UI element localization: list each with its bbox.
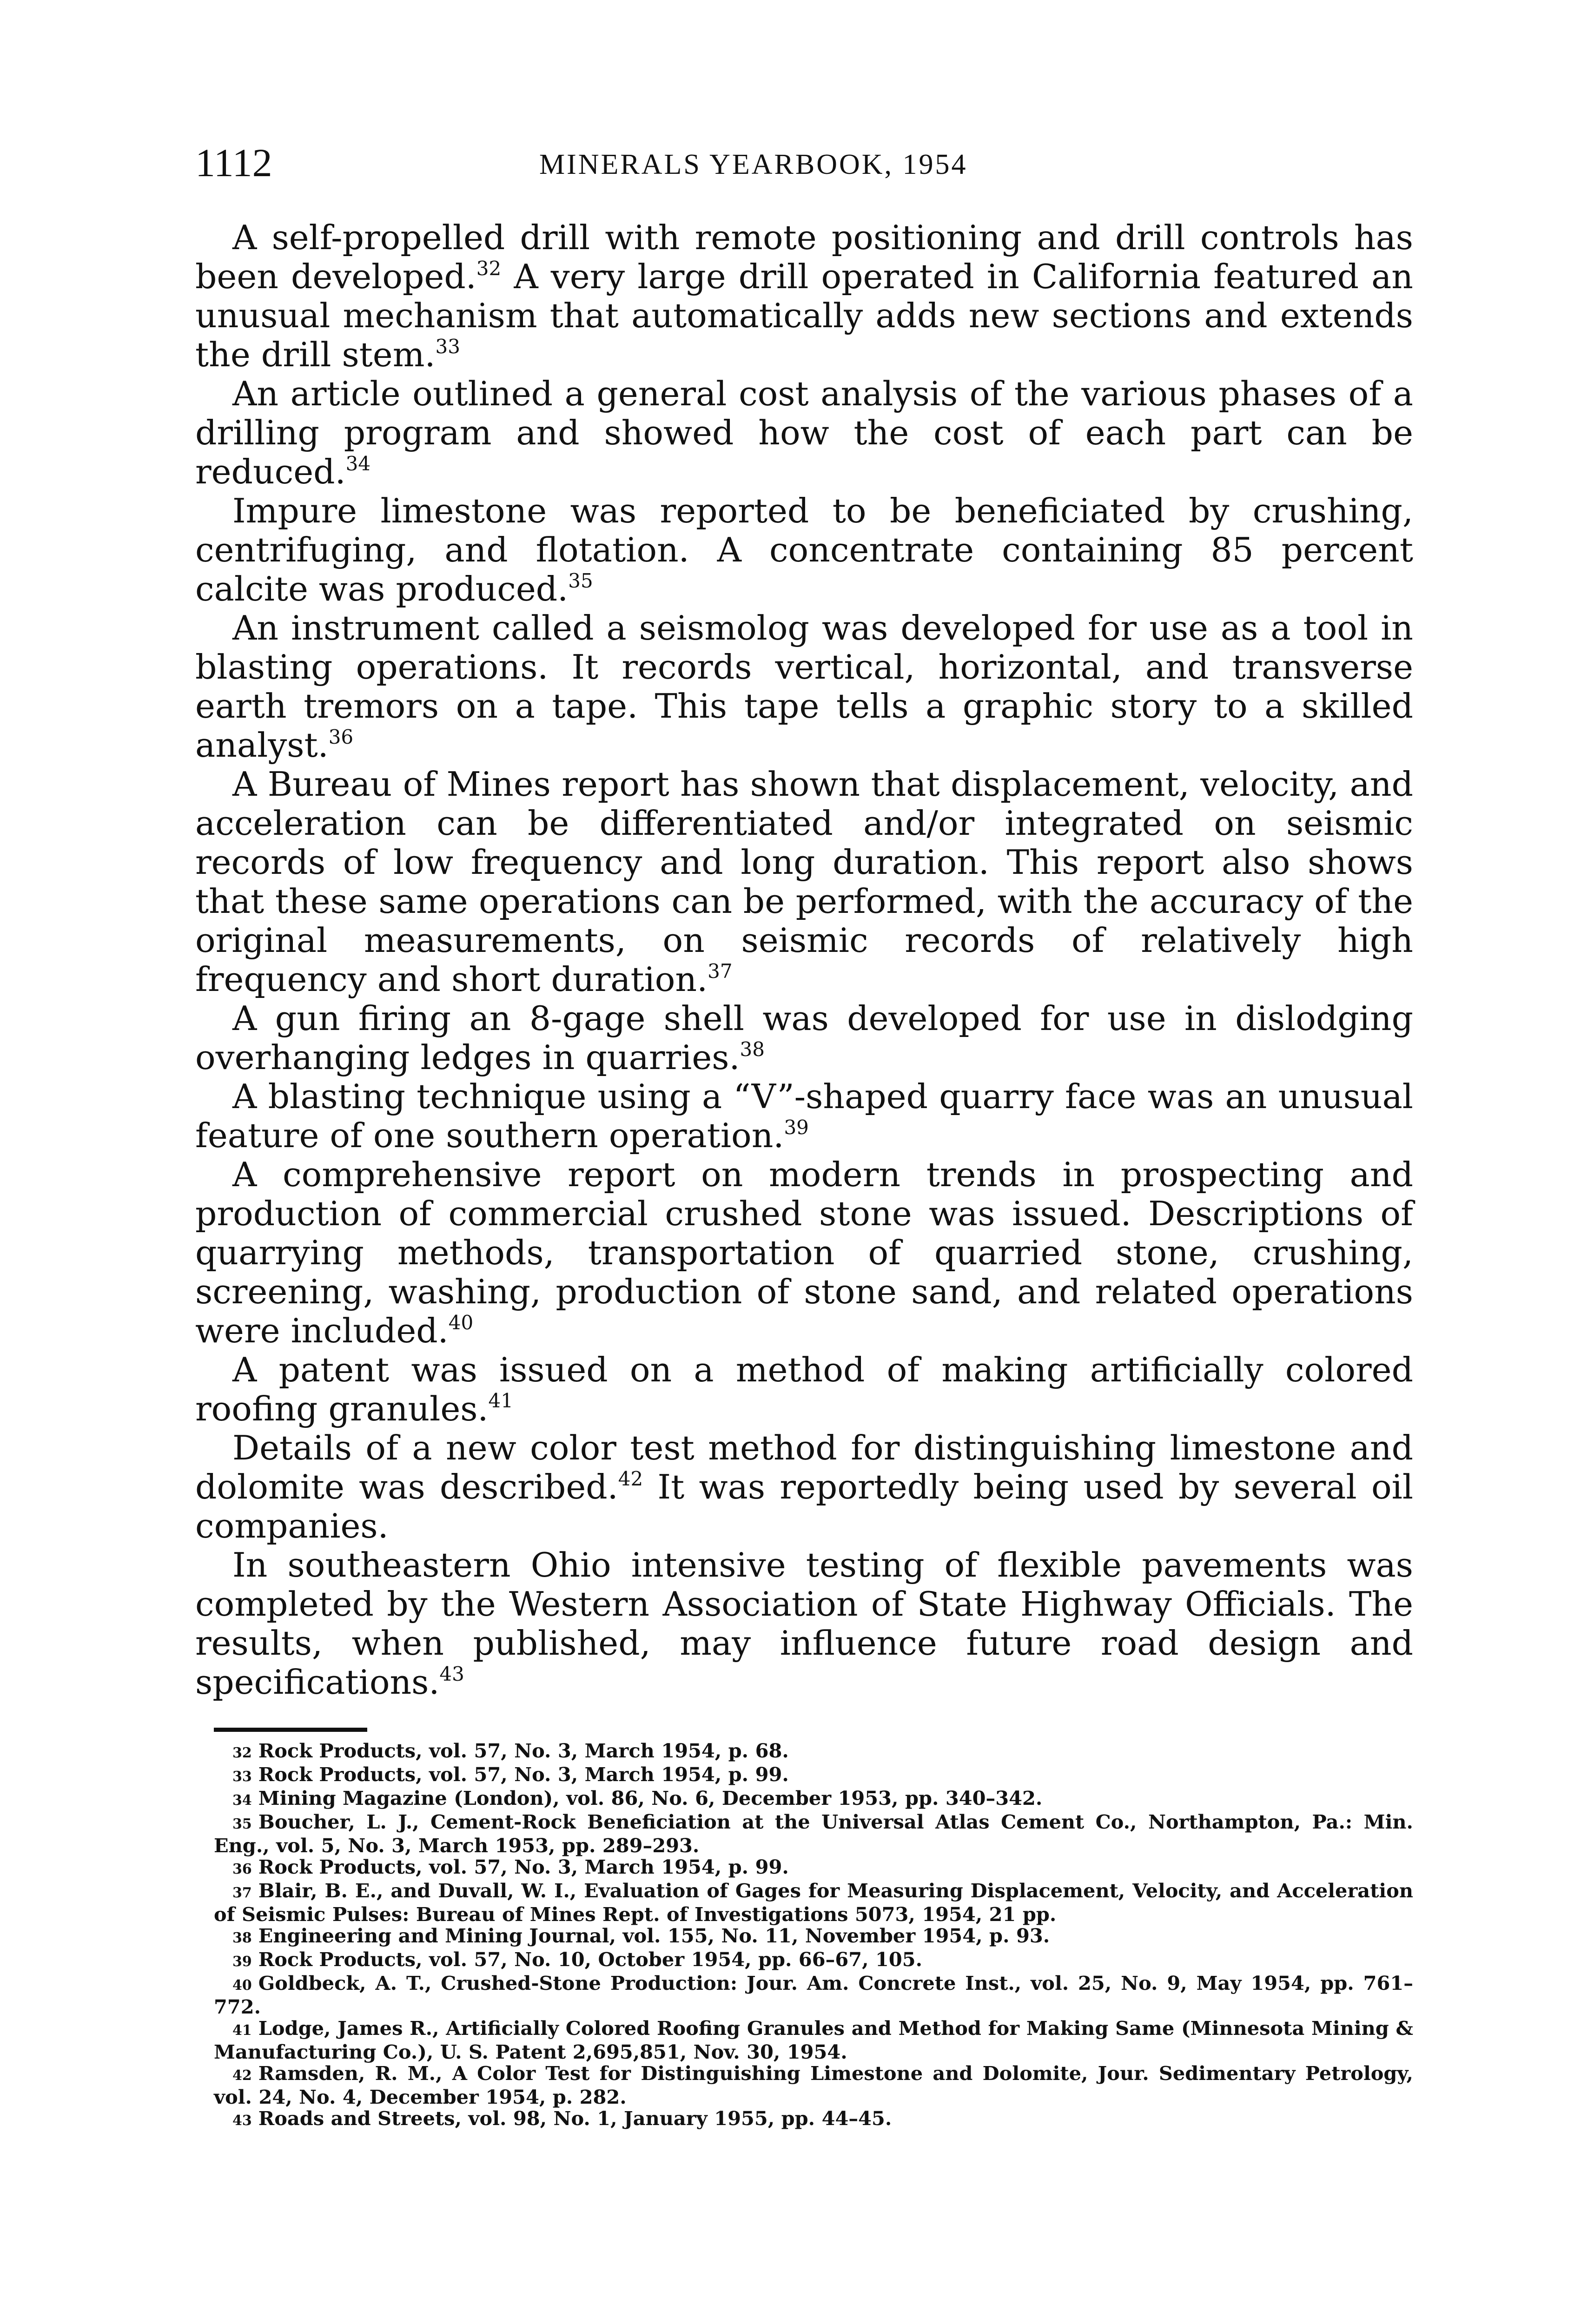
footnote-number: 34 [232,1792,252,1809]
footnote-ref: 34 [345,452,371,475]
footnote-text: Engineering and Mining Journal, vol. 155, No. 11, November 1954, p. 93. [258,1924,1050,1947]
footnote-number: 33 [232,1769,252,1785]
footnote [195,2063,1413,2108]
footnote-number: 43 [232,2113,252,2129]
footnote-text: Ramsden, R. M., A Color Test for Distinguishing Limestone and Dolomite, Jour. Sedimentary Petrology, vol. 24, No. 4, December 1954, p. 282. [214,2062,1413,2108]
footnote-ref: 41 [488,1389,513,1412]
footnote-ref: 40 [448,1311,474,1334]
footnote-number: 41 [232,2022,252,2039]
running-head [195,139,1413,195]
paragraph-report [195,1155,1413,1351]
footnote-text: Boucher, L. J., Cement-Rock Beneficiation at the Universal Atlas Cement Co., Northampton, Pa.: Min. Eng., vol. 5, No. 3, March 1953, pp. 289–293. [214,1810,1413,1857]
paragraph-blasting [195,1077,1413,1155]
footnote [195,2018,1413,2063]
footnote [195,1856,1413,1880]
footnote-text: Goldbeck, A. T., Crushed-Stone Production: Jour. Am. Concrete Inst., vol. 25, No. 9, May 1954, pp. 761–772. [214,1972,1413,2018]
paragraph-ohio [195,1546,1413,1702]
paragraph-drill [195,218,1413,375]
footnote-ref: 33 [435,335,460,358]
paragraph-gun [195,999,1413,1077]
paragraph-cost-analysis [195,375,1413,492]
paragraph-text: Impure limestone was reported to be beneficiated by crushing, centrifuging, and flotation. A concentrate containing 85 percent calcite was produced. [195,492,1413,609]
footnote [195,1764,1413,1788]
paragraph-text: A self-propelled drill with remote positioning and drill controls has been developed. [195,218,1413,297]
paragraph-text: A Bureau of Mines report has shown that displacement, velocity, and acceleration can be differentiated and/or integrated on seismic records of low frequency and long duration. This report also shows that these same operations can be performed, with the accuracy of the original measurements, on seismic records of relatively high frequency and short duration. [195,765,1413,999]
paragraph-patent [195,1351,1413,1429]
footnote [195,1740,1413,1764]
footnote-ref: 37 [708,960,733,983]
paragraph-bureau-report [195,765,1413,999]
footnote-ref: 38 [740,1038,765,1061]
footnote [195,1788,1413,1811]
paragraph-text: A very large drill operated in California featured an unusual mechanism that automatically adds new sections and extends the drill stem. [195,257,1413,375]
paragraph-seismolog [195,609,1413,765]
footnote-ref: 36 [328,726,354,748]
paragraph-text: In southeastern Ohio intensive testing of flexible pavements was completed by the Western Association of State Highway Officials. The results, when published, may influence future road design and specifications. [195,1546,1413,1702]
page [195,139,1413,2132]
running-title: MINERALS YEARBOOK, 1954 [539,149,968,180]
footnote-text: Rock Products, vol. 57, No. 10, October 1954, pp. 66–67, 105. [258,1948,923,1971]
body-text [195,218,1413,1702]
footnote-ref: 43 [439,1663,464,1685]
paragraph-text: It was reportedly being used by several oil companies. [195,1468,1414,1546]
paragraph-text: A patent was issued on a method of making artificially colored roofing granules. [195,1351,1413,1429]
footnote [195,1880,1413,1925]
footnote-text: Rock Products, vol. 57, No. 3, March 1954, p. 99. [258,1763,789,1786]
footnote-text: Roads and Streets, vol. 98, No. 1, January 1955, pp. 44–45. [258,2107,892,2130]
paragraph-text: A gun firing an 8-gage shell was developed for use in dislodging overhanging ledges in quarries. [195,999,1413,1077]
footnotes [195,1740,1413,2132]
paragraph-text: Details of a new color test method for distinguishing limestone and dolomite was described. [195,1429,1413,1507]
footnote-text: Lodge, James R., Artificially Colored Roofing Granules and Method for Making Same (Minnesota Mining & Manufacturing Co.), U. S. Patent 2,695,851, Nov. 30, 1954. [214,2017,1413,2063]
footnote-ref: 39 [784,1116,809,1139]
footnote-number: 40 [232,1977,252,1994]
footnote-text: Rock Products, vol. 57, No. 3, March 1954, p. 99. [258,1855,789,1878]
footnote [195,1811,1413,1856]
paragraph-text: An article outlined a general cost analysis of the various phases of a drilling program and showed how the cost of each part can be reduced. [195,375,1413,492]
footnote-number: 32 [232,1745,252,1761]
footnote-number: 39 [232,1954,252,1970]
footnote-number: 35 [232,1816,252,1832]
footnote-text: Mining Magazine (London), vol. 86, No. 6, December 1953, pp. 340–342. [258,1787,1043,1809]
footnote-text: Rock Products, vol. 57, No. 3, March 1954, p. 68. [258,1739,789,1762]
paragraph-text: A blasting technique using a “V”-shaped quarry face was an unusual feature of one southern operation. [195,1077,1413,1155]
footnote-divider [214,1728,367,1732]
footnote [195,1973,1413,2018]
footnote-text: Blair, B. E., and Duvall, W. I., Evaluation of Gages for Measuring Displacement, Velocity, and Acceleration of Seismic Pulses: Bureau of Mines Rept. of Investigations 5073, 1954, 21 pp. [214,1879,1413,1926]
footnote-ref: 35 [568,569,593,592]
paragraph-limestone [195,492,1413,609]
paragraph-text: An instrument called a seismolog was developed for use as a tool in blasting operations. It records vertical, horizontal, and transverse earth tremors on a tape. This tape tells a graphic story to a skilled analyst. [195,609,1413,765]
page-number: 1112 [195,140,272,185]
footnote [195,1949,1413,1973]
footnote [195,2108,1413,2132]
footnote-number: 38 [232,1930,252,1946]
footnote-number: 42 [232,2067,252,2084]
footnote-ref: 42 [618,1467,643,1490]
footnote-number: 37 [232,1885,252,1901]
paragraph-text: A comprehensive report on modern trends in prospecting and production of commercial crushed stone was issued. Descriptions of quarrying methods, transportation of quarried stone, crushing, screening, washing, production of stone sand, and related operations were included. [195,1155,1413,1351]
footnote-number: 36 [232,1861,252,1877]
paragraph-color-test [195,1429,1413,1546]
footnote-ref: 32 [476,257,502,280]
footnote [195,1925,1413,1949]
